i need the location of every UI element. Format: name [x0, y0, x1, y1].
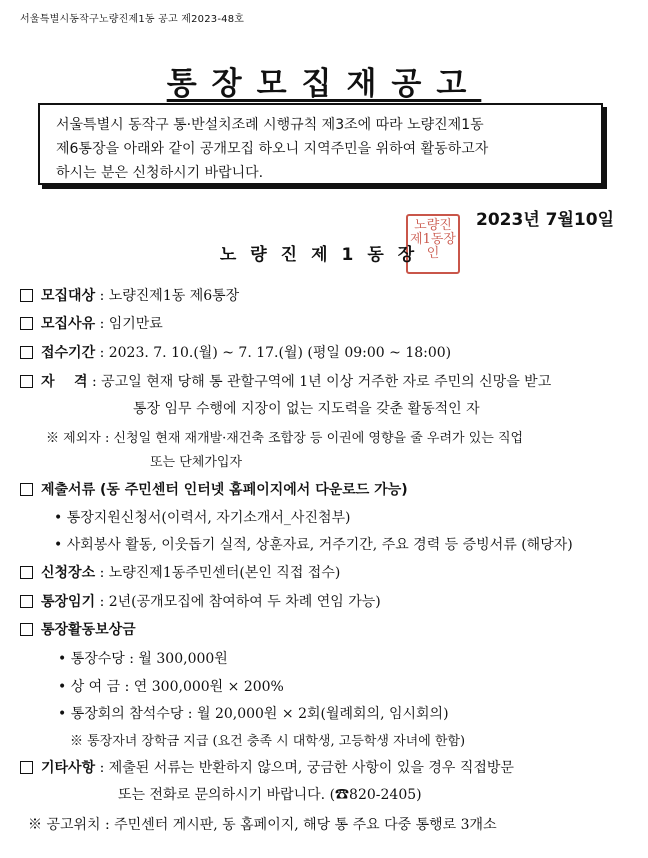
posting-location: ※ 공고위치 : 주민센터 게시판, 동 홈페이지, 해당 통 주요 다중 통행로 3개소 [28, 817, 497, 833]
document-bullet: • 통장지원신청서(이력서, 자기소개서_사진첨부) [54, 510, 351, 526]
item-reason [20, 313, 163, 333]
official-seal: 노량진제1동장인 [406, 214, 460, 274]
intro-line: 서울특별시 동작구 통·반설치조례 시행규칙 제3조에 따라 노량진제1동 [56, 117, 484, 133]
issuer: 노량진제1동장 [219, 245, 429, 265]
document-bullet: • 사회봉사 활동, 이웃돕기 실적, 상훈자료, 거주기간, 주요 경력 등 증빙서류 (해당자) [54, 537, 573, 553]
item-value: : 제출된 서류는 반환하지 않으며, 궁금한 사항이 있을 경우 직접방문 [99, 760, 514, 776]
item-period [20, 342, 451, 362]
compensation-bullet: • 통장수당 : 월 300,000원 [58, 651, 228, 667]
item-label: 모집사유 [41, 316, 96, 332]
item-compensation [20, 619, 136, 639]
item-other [20, 757, 514, 777]
scholarship-note: ※ 통장자녀 장학금 지급 (요건 충족 시 대학생, 고등학생 자녀에 한함) [70, 734, 466, 749]
item-qualification [20, 371, 551, 391]
item-value: : 2년(공개모집에 참여하여 두 차례 연임 가능) [99, 594, 381, 610]
checkbox [20, 566, 33, 579]
item-value: : 공고일 현재 당해 통 관할구역에 1년 이상 거주한 자로 주민의 신망을 받고 [92, 374, 552, 390]
page-title: 통장모집재공고 [166, 66, 482, 102]
notice-date: 2023년 7월10일 [476, 210, 614, 230]
item-label: 제출서류 (동 주민센터 인터넷 홈페이지에서 다운로드 가능) [41, 482, 408, 498]
checkbox [20, 346, 33, 359]
compensation-bullet: • 통장회의 참석수당 : 월 20,000원 × 2회(월례회의, 임시회의) [58, 706, 449, 722]
item-place [20, 562, 340, 582]
item-label: 모집대상 [41, 288, 96, 304]
item-documents [20, 479, 408, 499]
item-value: : 임기만료 [99, 316, 163, 332]
intro-line: 제6통장을 아래와 같이 공개모집 하오니 지역주민을 위하여 활동하고자 [56, 141, 489, 157]
compensation-bullet: • 상 여 금 : 연 300,000원 × 200% [58, 679, 284, 695]
intro-line: 하시는 분은 신청하시기 바랍니다. [56, 165, 264, 181]
checkbox [20, 595, 33, 608]
checkbox [20, 317, 33, 330]
item-label: 자 격 [41, 374, 88, 390]
other-line2: 또는 전화로 문의하시기 바랍니다. (☎820-2405) [118, 787, 422, 803]
checkbox [20, 289, 33, 302]
item-label: 기타사항 [41, 760, 96, 776]
item-value: : 노량진제1동주민센터(본인 직접 접수) [99, 565, 341, 581]
item-label: 통장임기 [41, 594, 96, 610]
item-label: 통장활동보상금 [41, 622, 136, 638]
intro-box [38, 103, 603, 185]
checkbox [20, 761, 33, 774]
qualification-line2: 통장 임무 수행에 지장이 없는 지도력을 갖춘 활동적인 자 [133, 401, 480, 417]
item-value: : 노량진제1동 제6통장 [99, 288, 240, 304]
item-label: 신청장소 [41, 565, 96, 581]
item-target [20, 285, 239, 305]
checkbox [20, 483, 33, 496]
item-term [20, 591, 381, 611]
item-label: 접수기간 [41, 345, 96, 361]
exclusion-note: ※ 제외자 : 신청일 현재 재개발·재건축 조합장 등 이권에 영향을 줄 우려가 있는 직업 [46, 431, 524, 446]
checkbox [20, 375, 33, 388]
exclusion-note-line2: 또는 단체가입자 [150, 455, 243, 470]
item-value: : 2023. 7. 10.(월) ~ 7. 17.(월) (평일 09:00 ~ 18:00) [99, 345, 452, 361]
checkbox [20, 623, 33, 636]
document-number: 서울특별시동작구노량진제1동 공고 제2023-48호 [20, 14, 245, 25]
